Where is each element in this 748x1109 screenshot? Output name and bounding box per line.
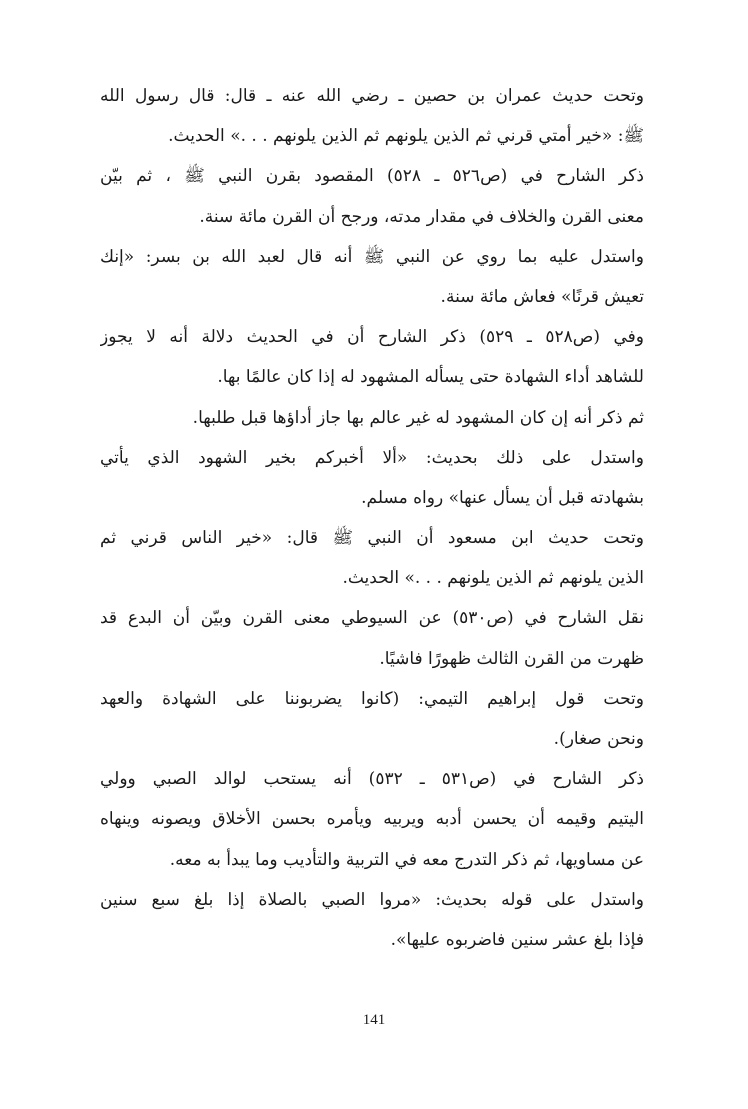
text-line: ﷺ: «خير أمتي قرني ثم الذين يلونهم ثم الذين يلونهم . . .» الحديث. <box>168 126 644 147</box>
page-number: 141 <box>362 1012 386 1028</box>
text-line: واستدل عليه بما روي عن النبي ﷺ أنه قال لعبد الله بن بسر: «إنك <box>100 246 644 267</box>
text-line: اليتيم وقيمه أن يحسن أدبه ويربيه ويأمره بحسن الأخلاق ويصونه وينهاه <box>100 809 644 830</box>
text-line: نقل الشارح في (ص٥٣٠) عن السيوطي معنى القرن وبيّن أن البدع قد <box>100 608 644 629</box>
text-line: وتحت حديث ابن مسعود أن النبي ﷺ قال: «خير الناس قرني ثم <box>100 528 644 549</box>
text-line: وفي (ص٥٢٨ ـ ٥٢٩) ذكر الشارح أن في الحديث دلالة أنه لا يجوز <box>100 327 644 348</box>
text-line: وتحت حديث عمران بن حصين ـ رضي الله عنه ـ قال: قال رسول الله <box>100 86 644 106</box>
text-line: واستدل على قوله بحديث: «مروا الصبي بالصلاة إذا بلغ سبع سنين <box>100 889 644 910</box>
text-line: للشاهد أداء الشهادة حتى يسأله المشهود له إذا كان عالمًا بها. <box>217 367 644 388</box>
body-text <box>100 76 644 960</box>
text-line: الذين يلونهم ثم الذين يلونهم . . .» الحديث. <box>342 568 644 589</box>
text-line: ذكر الشارح في (ص٥٣١ ـ ٥٣٢) أنه يستحب لوالد الصبي وولي <box>100 769 644 790</box>
text-line: معنى القرن والخلاف في مقدار مدته، ورجح أن القرن مائة سنة. <box>199 206 644 227</box>
text-line: واستدل على ذلك بحديث: «ألا أخبركم بخير الشهود الذي يأتي <box>100 447 644 468</box>
text-line: وتحت قول إبراهيم التيمي: (كانوا يضربوننا على الشهادة والعهد <box>100 688 644 709</box>
text-line: فإذا بلغ عشر سنين فاضربوه عليها». <box>390 929 644 950</box>
text-line: بشهادته قبل أن يسأل عنها» رواه مسلم. <box>361 487 644 508</box>
text-line: ذكر الشارح في (ص٥٢٦ ـ ٥٢٨) المقصود بقرن النبي ﷺ ، ثم بيّن <box>100 166 644 187</box>
text-line: ونحن صغار). <box>553 729 644 749</box>
text-line: تعيش قرنًا» فعاش مائة سنة. <box>440 286 644 307</box>
text-line: ثم ذكر أنه إن كان المشهود له غير عالم بها جاز أداؤها قبل طلبها. <box>192 407 644 428</box>
text-line: عن مساويها، ثم ذكر التدرج معه في التربية والتأديب وما يبدأ به معه. <box>169 849 644 870</box>
text-line: ظهرت من القرن الثالث ظهورًا فاشيًا. <box>379 648 644 669</box>
